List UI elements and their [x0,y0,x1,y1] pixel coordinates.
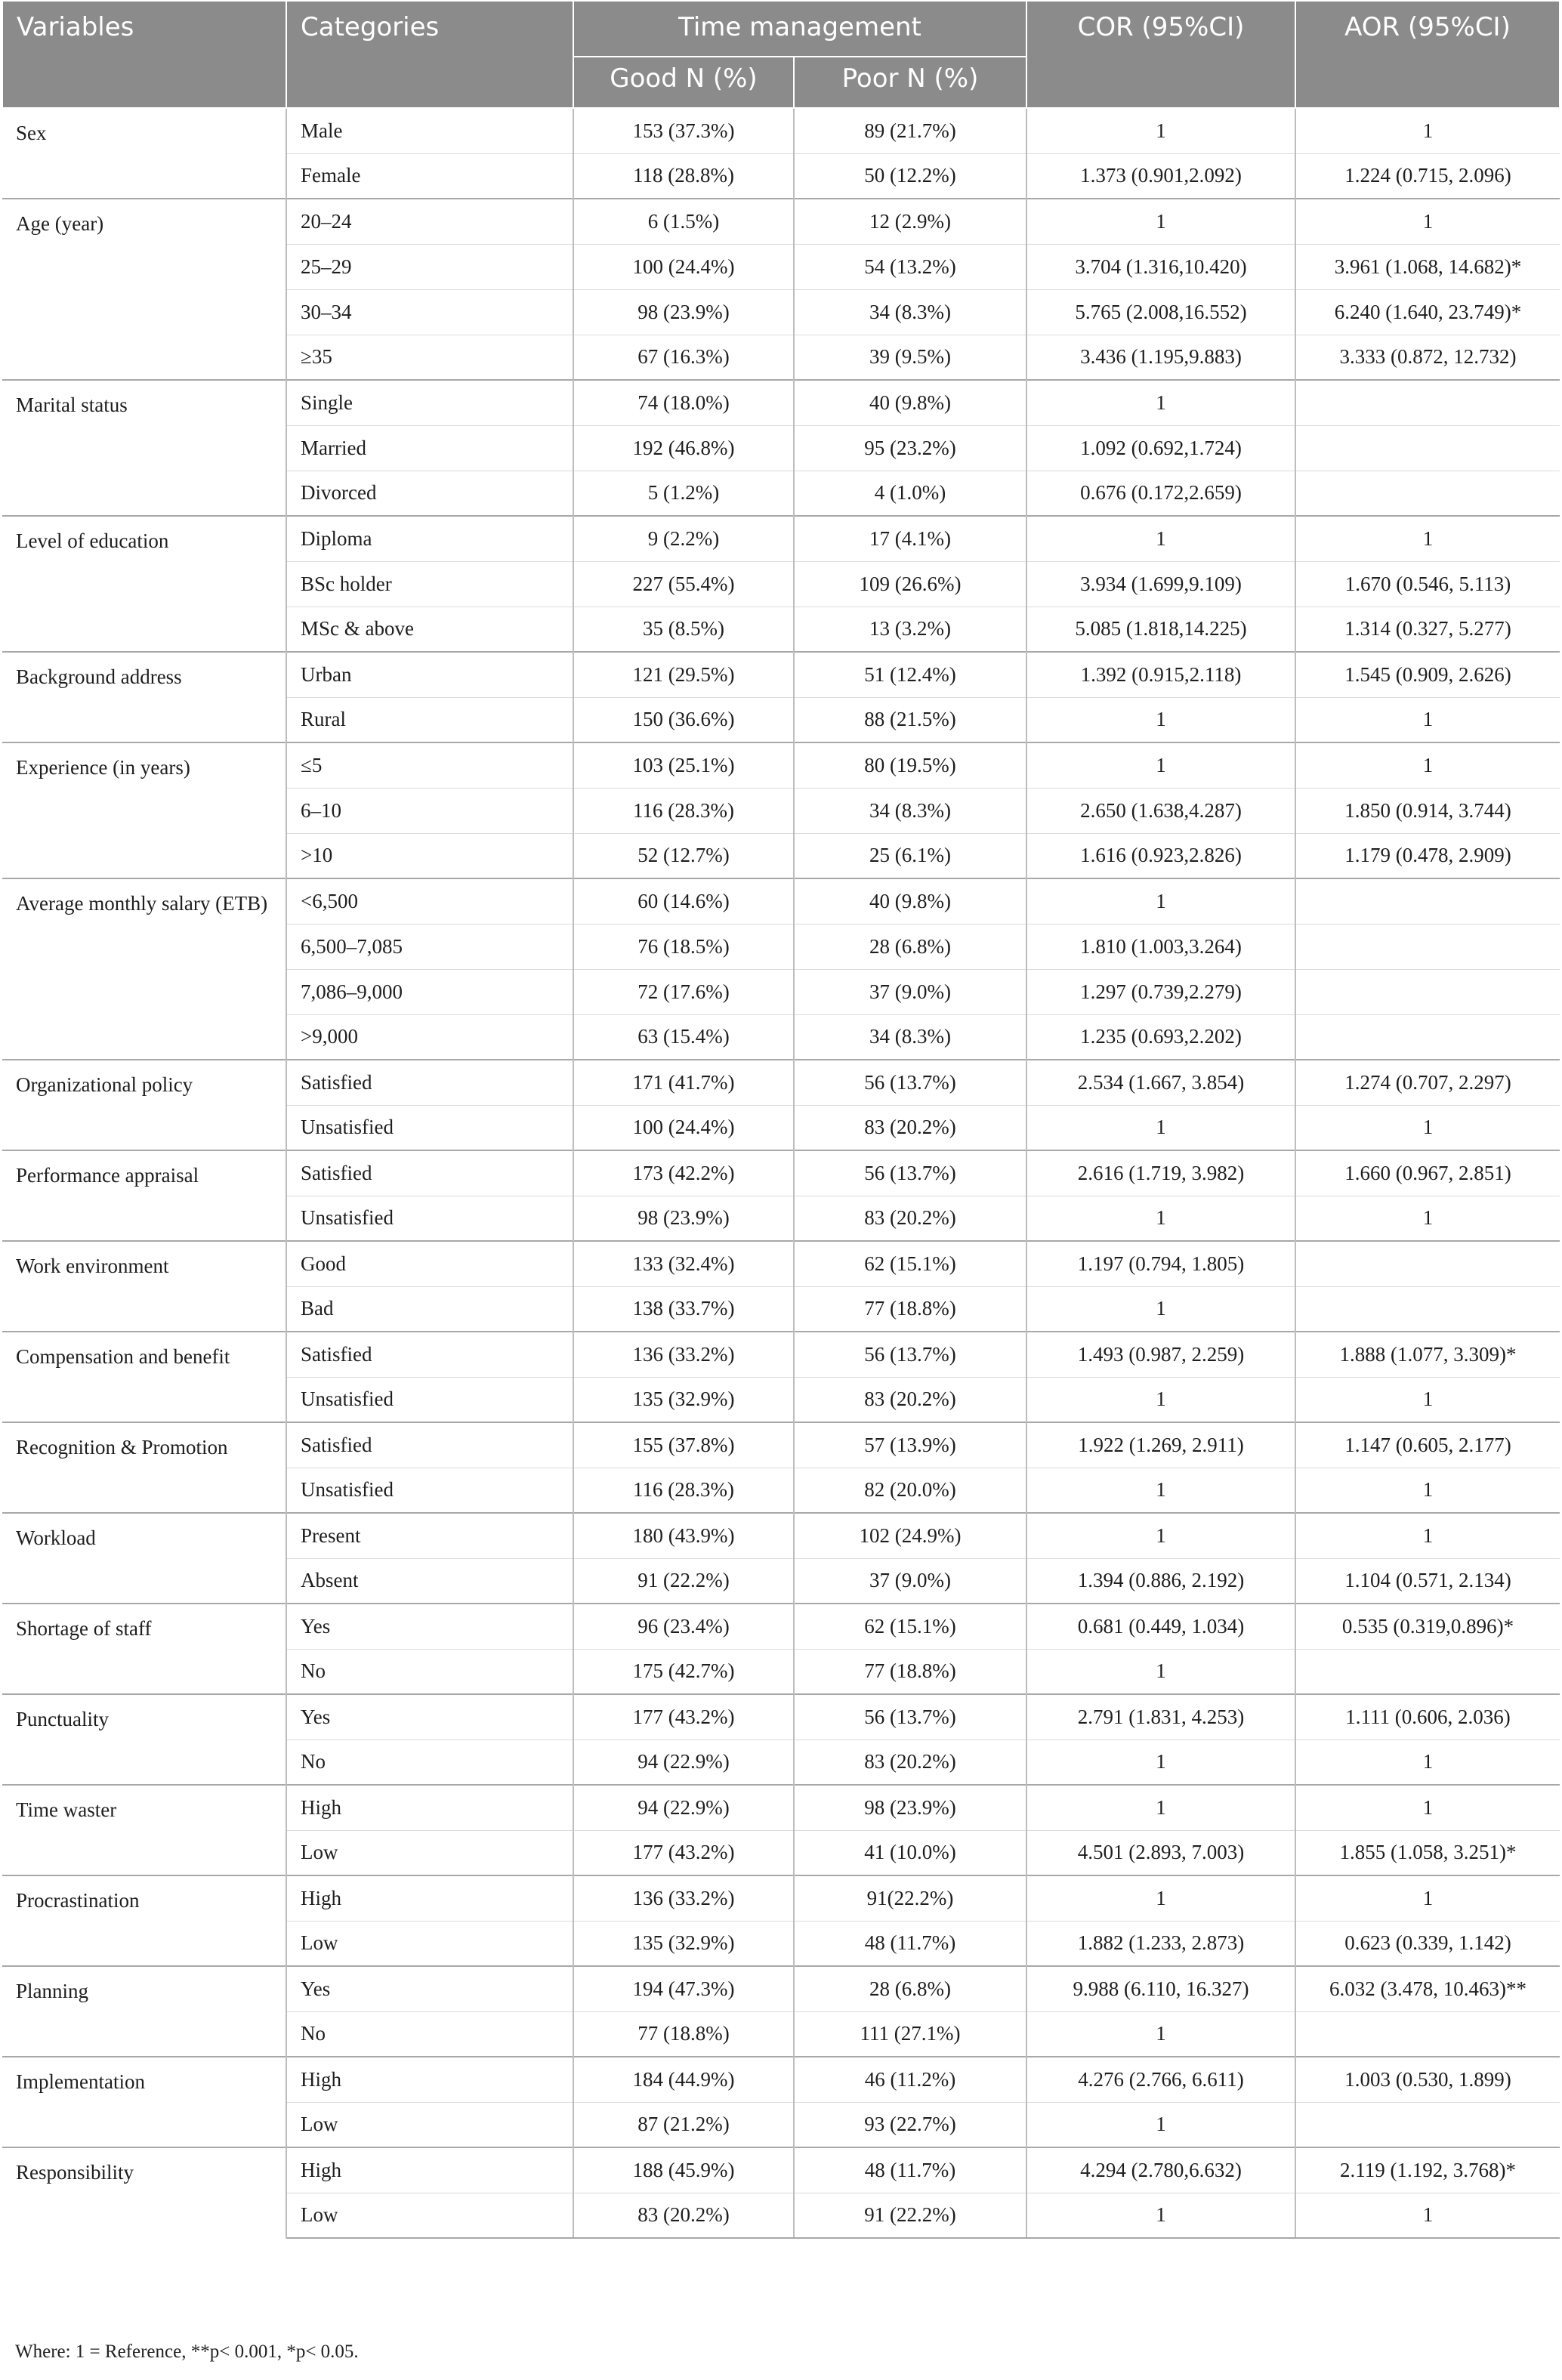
table-row [2,742,1560,788]
cor-cell: 2.650 (1.638,4.287) [1026,788,1295,833]
category-cell: Unsatisfied [286,1377,573,1422]
variable-name-cell: Workload [2,1513,286,1604]
poor-count-cell: 12 (2.9%) [794,199,1026,244]
table-row [2,652,1560,697]
category-cell: Satisfied [286,1060,573,1105]
table-row [2,2057,1560,2102]
category-cell: MSc & above [286,607,573,652]
aor-cell [1295,1241,1560,1286]
variable-name-cell: Recognition & Promotion [2,1422,286,1513]
category-cell: Married [286,425,573,471]
table-row [2,1332,1560,1377]
cor-cell: 1 [1026,1377,1295,1422]
variable-name-cell: Sex [2,108,286,199]
poor-count-cell: 17 (4.1%) [794,516,1026,561]
category-cell: BSc holder [286,561,573,607]
poor-count-cell: 41 (10.0%) [794,1830,1026,1875]
variable-name-cell: Background address [2,652,286,742]
category-cell: Male [286,108,573,153]
cor-cell: 1.297 (0.739,2.279) [1026,969,1295,1014]
poor-count-cell: 62 (15.1%) [794,1604,1026,1649]
good-count-cell: 5 (1.2%) [573,471,794,516]
poor-count-cell: 4 (1.0%) [794,471,1026,516]
good-count-cell: 100 (24.4%) [573,244,794,289]
cor-cell: 1 [1026,2011,1295,2057]
cor-cell: 0.676 (0.172,2.659) [1026,471,1295,516]
cor-cell: 1.197 (0.794, 1.805) [1026,1241,1295,1286]
good-count-cell: 6 (1.5%) [573,199,794,244]
category-cell: ≤5 [286,742,573,788]
category-cell: Low [286,1921,573,1966]
cor-cell: 5.765 (2.008,16.552) [1026,289,1295,335]
table-row [2,1966,1560,2011]
poor-count-cell: 40 (9.8%) [794,878,1026,924]
good-count-cell: 94 (22.9%) [573,1739,794,1785]
table-row [2,380,1560,425]
header-cor: COR (95%CI) [1026,1,1295,108]
aor-cell: 2.119 (1.192, 3.768)* [1295,2147,1560,2193]
good-count-cell: 138 (33.7%) [573,1286,794,1332]
good-count-cell: 67 (16.3%) [573,335,794,380]
category-cell: 25–29 [286,244,573,289]
poor-count-cell: 39 (9.5%) [794,335,1026,380]
poor-count-cell: 57 (13.9%) [794,1422,1026,1468]
cor-cell: 1 [1026,1196,1295,1241]
good-count-cell: 177 (43.2%) [573,1830,794,1875]
poor-count-cell: 89 (21.7%) [794,108,1026,153]
cor-cell: 1 [1026,1649,1295,1694]
header-categories: Categories [286,1,573,108]
cor-cell: 4.501 (2.893, 7.003) [1026,1830,1295,1875]
aor-cell: 1.224 (0.715, 2.096) [1295,153,1560,199]
poor-count-cell: 56 (13.7%) [794,1694,1026,1739]
cor-cell: 3.934 (1.699,9.109) [1026,561,1295,607]
cor-cell: 1 [1026,1875,1295,1921]
poor-count-cell: 102 (24.9%) [794,1513,1026,1558]
cor-cell: 3.704 (1.316,10.420) [1026,244,1295,289]
variable-name-cell: Planning [2,1966,286,2057]
aor-cell: 1.888 (1.077, 3.309)* [1295,1332,1560,1377]
results-table [2,0,1560,2239]
variable-name-cell: Implementation [2,2057,286,2147]
cor-cell: 9.988 (6.110, 16.327) [1026,1966,1295,2011]
poor-count-cell: 34 (8.3%) [794,289,1026,335]
table-row [2,108,1560,153]
cor-cell: 1 [1026,2102,1295,2147]
good-count-cell: 155 (37.8%) [573,1422,794,1468]
variable-name-cell: Age (year) [2,199,286,380]
cor-cell: 1 [1026,742,1295,788]
category-cell: No [286,1739,573,1785]
aor-cell: 3.961 (1.068, 14.682)* [1295,244,1560,289]
good-count-cell: 177 (43.2%) [573,1694,794,1739]
category-cell: Low [286,1830,573,1875]
category-cell: Bad [286,1286,573,1332]
aor-cell [1295,1649,1560,1694]
category-cell: 6–10 [286,788,573,833]
aor-cell: 1.850 (0.914, 3.744) [1295,788,1560,833]
category-cell: Urban [286,652,573,697]
poor-count-cell: 48 (11.7%) [794,1921,1026,1966]
aor-cell: 0.623 (0.339, 1.142) [1295,1921,1560,1966]
cor-cell: 1 [1026,1513,1295,1558]
aor-cell [1295,1014,1560,1060]
cor-cell: 1 [1026,516,1295,561]
good-count-cell: 83 (20.2%) [573,2193,794,2238]
category-cell: Rural [286,697,573,742]
category-cell: Yes [286,1694,573,1739]
cor-cell: 1.392 (0.915,2.118) [1026,652,1295,697]
table-row [2,516,1560,561]
aor-cell: 1 [1295,1513,1560,1558]
aor-cell: 1 [1295,516,1560,561]
table-row [2,1060,1560,1105]
good-count-cell: 94 (22.9%) [573,1785,794,1830]
poor-count-cell: 91 (22.2%) [794,2193,1026,2238]
cor-cell: 1.394 (0.886, 2.192) [1026,1558,1295,1604]
poor-count-cell: 48 (11.7%) [794,2147,1026,2193]
aor-cell [1295,2102,1560,2147]
variable-name-cell: Procrastination [2,1875,286,1966]
aor-cell: 1.660 (0.967, 2.851) [1295,1150,1560,1196]
category-cell: Female [286,153,573,199]
category-cell: Good [286,1241,573,1286]
variable-name-cell: Responsibility [2,2147,286,2238]
good-count-cell: 118 (28.8%) [573,153,794,199]
aor-cell: 1.274 (0.707, 2.297) [1295,1060,1560,1105]
variable-name-cell: Marital status [2,380,286,516]
good-count-cell: 76 (18.5%) [573,924,794,969]
aor-cell: 6.240 (1.640, 23.749)* [1295,289,1560,335]
variable-name-cell: Compensation and benefit [2,1332,286,1422]
table-row [2,1241,1560,1286]
good-count-cell: 136 (33.2%) [573,1875,794,1921]
variable-name-cell: Work environment [2,1241,286,1332]
good-count-cell: 116 (28.3%) [573,788,794,833]
good-count-cell: 35 (8.5%) [573,607,794,652]
cor-cell: 1.922 (1.269, 2.911) [1026,1422,1295,1468]
good-count-cell: 74 (18.0%) [573,380,794,425]
poor-count-cell: 98 (23.9%) [794,1785,1026,1830]
category-cell: High [286,2147,573,2193]
aor-cell: 3.333 (0.872, 12.732) [1295,335,1560,380]
table-row [2,1150,1560,1196]
aor-cell: 1.104 (0.571, 2.134) [1295,1558,1560,1604]
poor-count-cell: 95 (23.2%) [794,425,1026,471]
good-count-cell: 135 (32.9%) [573,1921,794,1966]
good-count-cell: 180 (43.9%) [573,1513,794,1558]
aor-cell: 1 [1295,199,1560,244]
category-cell: <6,500 [286,878,573,924]
good-count-cell: 194 (47.3%) [573,1966,794,2011]
poor-count-cell: 50 (12.2%) [794,153,1026,199]
poor-count-cell: 83 (20.2%) [794,1377,1026,1422]
good-count-cell: 60 (14.6%) [573,878,794,924]
aor-cell: 1.111 (0.606, 2.036) [1295,1694,1560,1739]
category-cell: Single [286,380,573,425]
cor-cell: 0.681 (0.449, 1.034) [1026,1604,1295,1649]
cor-cell: 1 [1026,1785,1295,1830]
good-count-cell: 98 (23.9%) [573,289,794,335]
category-cell: ≥35 [286,335,573,380]
poor-count-cell: 56 (13.7%) [794,1332,1026,1377]
aor-cell: 1 [1295,1468,1560,1513]
table-row [2,1785,1560,1830]
aor-cell: 1 [1295,1785,1560,1830]
header-aor: AOR (95%CI) [1295,1,1560,108]
cor-cell: 2.616 (1.719, 3.982) [1026,1150,1295,1196]
good-count-cell: 98 (23.9%) [573,1196,794,1241]
category-cell: Diploma [286,516,573,561]
aor-cell: 1.545 (0.909, 2.626) [1295,652,1560,697]
header-time-management: Time management [573,1,1026,57]
category-cell: No [286,2011,573,2057]
aor-cell: 0.535 (0.319,0.896)* [1295,1604,1560,1649]
cor-cell: 1.092 (0.692,1.724) [1026,425,1295,471]
category-cell: Absent [286,1558,573,1604]
poor-count-cell: 37 (9.0%) [794,969,1026,1014]
good-count-cell: 72 (17.6%) [573,969,794,1014]
good-count-cell: 227 (55.4%) [573,561,794,607]
poor-count-cell: 80 (19.5%) [794,742,1026,788]
good-count-cell: 135 (32.9%) [573,1377,794,1422]
aor-cell: 1 [1295,1105,1560,1150]
poor-count-cell: 62 (15.1%) [794,1241,1026,1286]
poor-count-cell: 13 (3.2%) [794,607,1026,652]
good-count-cell: 121 (29.5%) [573,652,794,697]
cor-cell: 1 [1026,1286,1295,1332]
good-count-cell: 116 (28.3%) [573,1468,794,1513]
cor-cell: 5.085 (1.818,14.225) [1026,607,1295,652]
poor-count-cell: 54 (13.2%) [794,244,1026,289]
poor-count-cell: 25 (6.1%) [794,833,1026,878]
good-count-cell: 52 (12.7%) [573,833,794,878]
cor-cell: 1 [1026,878,1295,924]
poor-count-cell: 83 (20.2%) [794,1105,1026,1150]
variable-name-cell: Punctuality [2,1694,286,1785]
category-cell: Low [286,2193,573,2238]
category-cell: Present [286,1513,573,1558]
aor-cell [1295,1286,1560,1332]
category-cell: >10 [286,833,573,878]
aor-cell: 1 [1295,697,1560,742]
aor-cell: 1 [1295,742,1560,788]
poor-count-cell: 51 (12.4%) [794,652,1026,697]
cor-cell: 1.235 (0.693,2.202) [1026,1014,1295,1060]
poor-count-cell: 88 (21.5%) [794,697,1026,742]
poor-count-cell: 93 (22.7%) [794,2102,1026,2147]
good-count-cell: 87 (21.2%) [573,2102,794,2147]
good-count-cell: 63 (15.4%) [573,1014,794,1060]
aor-cell: 1.855 (1.058, 3.251)* [1295,1830,1560,1875]
variable-name-cell: Shortage of staff [2,1604,286,1694]
poor-count-cell: 82 (20.0%) [794,1468,1026,1513]
category-cell: 20–24 [286,199,573,244]
good-count-cell: 188 (45.9%) [573,2147,794,2193]
good-count-cell: 153 (37.3%) [573,108,794,153]
aor-cell [1295,425,1560,471]
table-row [2,199,1560,244]
poor-count-cell: 56 (13.7%) [794,1150,1026,1196]
aor-cell: 1 [1295,1377,1560,1422]
aor-cell: 1 [1295,1875,1560,1921]
cor-cell: 1.493 (0.987, 2.259) [1026,1332,1295,1377]
cor-cell: 4.276 (2.766, 6.611) [1026,2057,1295,2102]
good-count-cell: 192 (46.8%) [573,425,794,471]
category-cell: No [286,1649,573,1694]
category-cell: Low [286,2102,573,2147]
variable-name-cell: Experience (in years) [2,742,286,878]
category-cell: Satisfied [286,1150,573,1196]
cor-cell: 1.810 (1.003,3.264) [1026,924,1295,969]
poor-count-cell: 109 (26.6%) [794,561,1026,607]
poor-count-cell: 56 (13.7%) [794,1060,1026,1105]
good-count-cell: 103 (25.1%) [573,742,794,788]
cor-cell: 1.373 (0.901,2.092) [1026,153,1295,199]
table-row [2,1875,1560,1921]
variable-name-cell: Level of education [2,516,286,652]
aor-cell: 1.179 (0.478, 2.909) [1295,833,1560,878]
aor-cell: 1 [1295,108,1560,153]
aor-cell [1295,2011,1560,2057]
table-row [2,1422,1560,1468]
category-cell: 7,086–9,000 [286,969,573,1014]
aor-cell: 1.670 (0.546, 5.113) [1295,561,1560,607]
poor-count-cell: 28 (6.8%) [794,1966,1026,2011]
category-cell: 6,500–7,085 [286,924,573,969]
category-cell: 30–34 [286,289,573,335]
poor-count-cell: 83 (20.2%) [794,1739,1026,1785]
aor-cell: 1 [1295,1739,1560,1785]
good-count-cell: 77 (18.8%) [573,2011,794,2057]
table-row [2,1513,1560,1558]
category-cell: High [286,1875,573,1921]
good-count-cell: 91 (22.2%) [573,1558,794,1604]
good-count-cell: 96 (23.4%) [573,1604,794,1649]
aor-cell: 1.003 (0.530, 1.899) [1295,2057,1560,2102]
variable-name-cell: Performance appraisal [2,1150,286,1241]
category-cell: Unsatisfied [286,1468,573,1513]
cor-cell: 2.534 (1.667, 3.854) [1026,1060,1295,1105]
good-count-cell: 184 (44.9%) [573,2057,794,2102]
category-cell: High [286,1785,573,1830]
poor-count-cell: 34 (8.3%) [794,788,1026,833]
poor-count-cell: 28 (6.8%) [794,924,1026,969]
cor-cell: 1 [1026,1739,1295,1785]
aor-cell: 1.147 (0.605, 2.177) [1295,1422,1560,1468]
category-cell: Unsatisfied [286,1196,573,1241]
table-row [2,1694,1560,1739]
cor-cell: 1 [1026,2193,1295,2238]
cor-cell: 3.436 (1.195,9.883) [1026,335,1295,380]
poor-count-cell: 77 (18.8%) [794,1649,1026,1694]
aor-cell: 1 [1295,2193,1560,2238]
good-count-cell: 100 (24.4%) [573,1105,794,1150]
category-cell: High [286,2057,573,2102]
header-variables: Variables [2,1,286,108]
table-row [2,1604,1560,1649]
header-good: Good N (%) [573,57,794,108]
aor-cell [1295,878,1560,924]
variable-name-cell: Time waster [2,1785,286,1875]
aor-cell [1295,969,1560,1014]
cor-cell: 1 [1026,1105,1295,1150]
category-cell: Divorced [286,471,573,516]
poor-count-cell: 77 (18.8%) [794,1286,1026,1332]
table-row [2,878,1560,924]
aor-cell [1295,380,1560,425]
good-count-cell: 150 (36.6%) [573,697,794,742]
good-count-cell: 175 (42.7%) [573,1649,794,1694]
variable-name-cell: Organizational policy [2,1060,286,1150]
cor-cell: 1 [1026,697,1295,742]
table-row [2,2147,1560,2193]
category-cell: Satisfied [286,1332,573,1377]
aor-cell: 1 [1295,1196,1560,1241]
category-cell: >9,000 [286,1014,573,1060]
table-footnote: Where: 1 = Reference, **p< 0.001, *p< 0.05. [15,2341,359,2362]
poor-count-cell: 40 (9.8%) [794,380,1026,425]
poor-count-cell: 37 (9.0%) [794,1558,1026,1604]
category-cell: Unsatisfied [286,1105,573,1150]
cor-cell: 1 [1026,1468,1295,1513]
poor-count-cell: 34 (8.3%) [794,1014,1026,1060]
aor-cell: 1.314 (0.327, 5.277) [1295,607,1560,652]
good-count-cell: 136 (33.2%) [573,1332,794,1377]
aor-cell [1295,471,1560,516]
cor-cell: 1.616 (0.923,2.826) [1026,833,1295,878]
variable-name-cell: Average monthly salary (ETB) [2,878,286,1060]
category-cell: Yes [286,1604,573,1649]
poor-count-cell: 91(22.2%) [794,1875,1026,1921]
cor-cell: 1 [1026,199,1295,244]
good-count-cell: 173 (42.2%) [573,1150,794,1196]
category-cell: Satisfied [286,1422,573,1468]
poor-count-cell: 111 (27.1%) [794,2011,1026,2057]
poor-count-cell: 46 (11.2%) [794,2057,1026,2102]
cor-cell: 1 [1026,380,1295,425]
cor-cell: 1.882 (1.233, 2.873) [1026,1921,1295,1966]
poor-count-cell: 83 (20.2%) [794,1196,1026,1241]
header-poor: Poor N (%) [794,57,1026,108]
aor-cell: 6.032 (3.478, 10.463)** [1295,1966,1560,2011]
cor-cell: 2.791 (1.831, 4.253) [1026,1694,1295,1739]
good-count-cell: 133 (32.4%) [573,1241,794,1286]
cor-cell: 4.294 (2.780,6.632) [1026,2147,1295,2193]
table-body [2,108,1560,2238]
good-count-cell: 9 (2.2%) [573,516,794,561]
category-cell: Yes [286,1966,573,2011]
good-count-cell: 171 (41.7%) [573,1060,794,1105]
aor-cell [1295,924,1560,969]
cor-cell: 1 [1026,108,1295,153]
